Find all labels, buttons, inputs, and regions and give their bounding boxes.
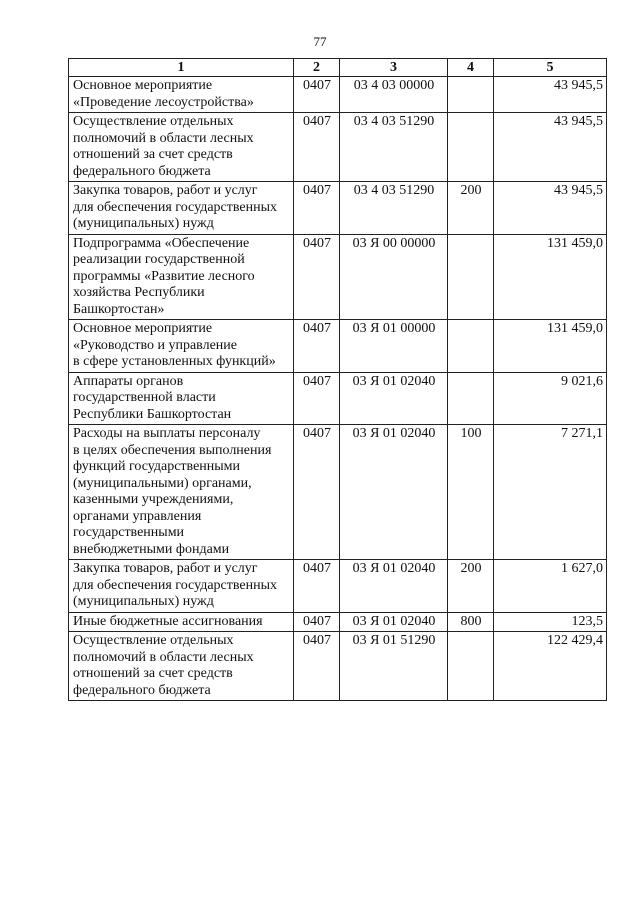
row-amount: 43 945,5 — [494, 182, 607, 235]
header-col-2: 2 — [294, 59, 340, 77]
row-name: Подпрограмма «Обеспечение реализации государственной программы «Развитие лесного хозяйства Республики Башкортостан» — [69, 234, 294, 320]
table-row — [69, 77, 607, 113]
row-section-code: 0407 — [294, 425, 340, 560]
row-section-code: 0407 — [294, 77, 340, 113]
row-section-code: 0407 — [294, 234, 340, 320]
table-row — [69, 320, 607, 373]
row-amount: 9 021,6 — [494, 372, 607, 425]
row-name: Закупка товаров, работ и услуг для обеспечения государственных (муниципальных) нужд — [69, 182, 294, 235]
row-target-code: 03 4 03 00000 — [340, 77, 448, 113]
row-amount: 1 627,0 — [494, 560, 607, 613]
table-header-row — [69, 59, 607, 77]
row-section-code: 0407 — [294, 320, 340, 373]
row-target-code: 03 Я 01 51290 — [340, 632, 448, 701]
row-amount: 43 945,5 — [494, 77, 607, 113]
row-section-code: 0407 — [294, 372, 340, 425]
header-col-4: 4 — [448, 59, 494, 77]
row-target-code: 03 Я 01 02040 — [340, 425, 448, 560]
row-name: Закупка товаров, работ и услуг для обеспечения государственных (муниципальных) нужд — [69, 560, 294, 613]
table-row — [69, 372, 607, 425]
table-row — [69, 632, 607, 701]
row-target-code: 03 Я 01 00000 — [340, 320, 448, 373]
row-target-code: 03 Я 00 00000 — [340, 234, 448, 320]
table-row — [69, 113, 607, 182]
row-section-code: 0407 — [294, 632, 340, 701]
row-target-code: 03 4 03 51290 — [340, 182, 448, 235]
row-name: Иные бюджетные ассигнования — [69, 612, 294, 632]
row-target-code: 03 Я 01 02040 — [340, 372, 448, 425]
row-expense-type — [448, 632, 494, 701]
row-amount: 123,5 — [494, 612, 607, 632]
row-name: Осуществление отдельных полномочий в области лесных отношений за счет средств федерального бюджета — [69, 632, 294, 701]
row-expense-type — [448, 234, 494, 320]
row-name: Аппараты органов государственной власти Республики Башкортостан — [69, 372, 294, 425]
budget-table — [68, 58, 607, 701]
row-expense-type: 800 — [448, 612, 494, 632]
header-col-3: 3 — [340, 59, 448, 77]
row-amount: 7 271,1 — [494, 425, 607, 560]
row-amount: 122 429,4 — [494, 632, 607, 701]
row-amount: 131 459,0 — [494, 234, 607, 320]
table-row — [69, 234, 607, 320]
row-section-code: 0407 — [294, 182, 340, 235]
table-row — [69, 612, 607, 632]
table-row — [69, 182, 607, 235]
row-amount: 131 459,0 — [494, 320, 607, 373]
row-section-code: 0407 — [294, 113, 340, 182]
row-target-code: 03 Я 01 02040 — [340, 612, 448, 632]
row-expense-type: 200 — [448, 182, 494, 235]
header-col-1: 1 — [69, 59, 294, 77]
table-row — [69, 560, 607, 613]
row-expense-type — [448, 372, 494, 425]
table-row — [69, 425, 607, 560]
row-amount: 43 945,5 — [494, 113, 607, 182]
row-name: Основное мероприятие «Руководство и управление в сфере установленных функций» — [69, 320, 294, 373]
row-expense-type — [448, 77, 494, 113]
page-number: 77 — [313, 34, 327, 49]
row-section-code: 0407 — [294, 560, 340, 613]
header-col-5: 5 — [494, 59, 607, 77]
row-expense-type — [448, 320, 494, 373]
row-target-code: 03 Я 01 02040 — [340, 560, 448, 613]
row-name: Осуществление отдельных полномочий в области лесных отношений за счет средств федерального бюджета — [69, 113, 294, 182]
row-name: Основное мероприятие «Проведение лесоустройства» — [69, 77, 294, 113]
table-body — [69, 77, 607, 701]
row-name: Расходы на выплаты персоналу в целях обеспечения выполнения функций государственными (муниципальными) органами, казенными учреждениями, органами управления государственными внебюджетными фондами — [69, 425, 294, 560]
row-section-code: 0407 — [294, 612, 340, 632]
row-target-code: 03 4 03 51290 — [340, 113, 448, 182]
row-expense-type — [448, 113, 494, 182]
row-expense-type: 100 — [448, 425, 494, 560]
row-expense-type: 200 — [448, 560, 494, 613]
